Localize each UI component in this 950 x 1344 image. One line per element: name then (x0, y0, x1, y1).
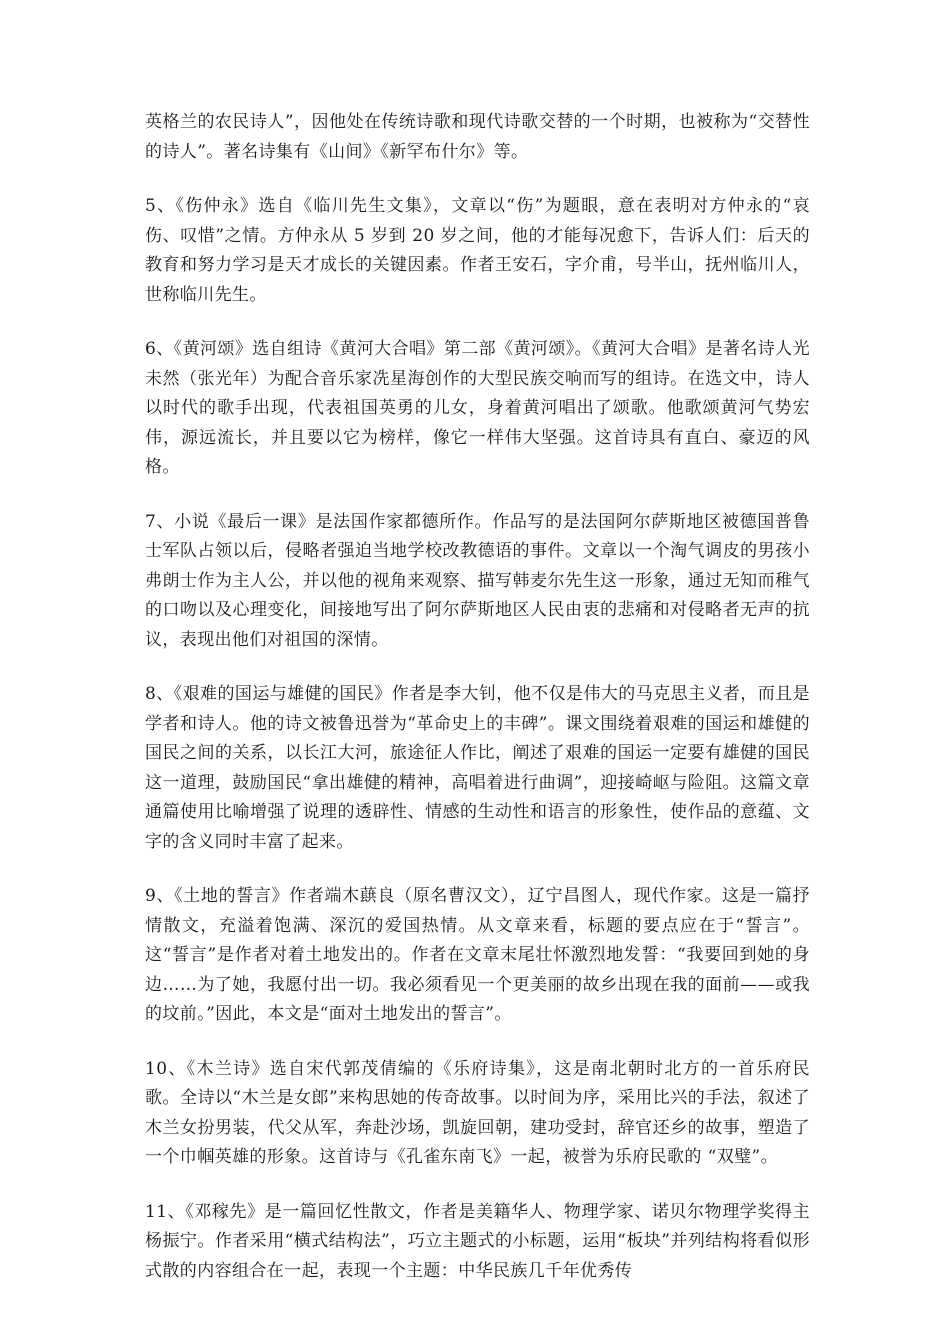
paragraph-5-shang-zhongyong: 5、《伤仲永》选自《临川先生文集》，文章以“伤”为题眼，意在表明对方仲永的“哀伤、叹惜”之情。方仲永从 5 岁到 20 岁之间，他的才能每况愈下，告诉人们：后天的教育和努力学习是天才成长的关键因素。作者王安石，字介甫，号半山，抚州临川人，世称临川先生。 (145, 196, 810, 305)
paragraph-frost-intro: 英格兰的农民诗人”，因他处在传统诗歌和现代诗歌交替的一个时期，也被称为“交替性的诗人”。著名诗集有《山间》《新罕布什尔》等。 (145, 112, 810, 162)
paragraph-9-land-oath: 9、《土地的誓言》作者端木蕻良（原名曹汉文），辽宁昌图人，现代作家。这是一篇抒情散文，充溢着饱满、深沉的爱国热情。从文章来看，标题的要点应在于“誓言”。这“誓言”是作者对着土地发出的。作者在文章末尾壮怀激烈地发誓：“我要回到她的身边……为了她，我愿付出一切。我必须看见一个更美丽的故乡出现在我的面前——或我的坟前。”因此，本文是“面对土地发出的誓言”。 (145, 886, 810, 1024)
document-body (145, 108, 810, 1311)
paragraph-8-li-dazhao: 8、《艰难的国运与雄健的国民》作者是李大钊，他不仅是伟大的马克思主义者，而且是学者和诗人。他的诗文被鲁迅誉为“革命史上的丰碑”。课文围绕着艰难的国运和雄健的国民之间的关系，以长江大河，旅途征人作比，阐述了艰难的国运一定要有雄健的国民这一道理，鼓励国民“拿出雄健的精神，高唱着进行曲调”，迎接崎岖与险阻。这篇文章通篇使用比喻增强了说理的透辟性、情感的生动性和语言的形象性，使作品的意蕴、文字的含义同时丰富了起来。 (145, 684, 810, 852)
paragraph-7-last-lesson: 7、小说《最后一课》是法国作家都德所作。作品写的是法国阿尔萨斯地区被德国普鲁士军队占领以后，侵略者强迫当地学校改教德语的事件。文章以一个淘气调皮的男孩小弗朗士作为主人公，并以他的视角来观察、描写韩麦尔先生这一形象，通过无知而稚气的口吻以及心理变化，间接地写出了阿尔萨斯地区人民由衷的悲痛和对侵略者无声的抗议，表现出他们对祖国的深情。 (145, 511, 810, 650)
paragraph-11-deng-jiaxian: 11、《邓稼先》是一篇回忆性散文，作者是美籍华人、物理学家、诺贝尔物理学奖得主杨振宁。作者采用“横式结构法”，巧立主题式的小标题，运用“板块”并列结构将看似形式散的内容组合在一起，表现一个主题：中华民族几千年优秀传 (145, 1201, 810, 1281)
paragraph-6-huanghe-song: 6、《黄河颂》选自组诗《黄河大合唱》第二部《黄河颂》。《黄河大合唱》是著名诗人光未然（张光年）为配合音乐家冼星海创作的大型民族交响而写的组诗。在选文中，诗人以时代的歌手出现，代表祖国英勇的儿女，身着黄河唱出了颂歌。他歌颂黄河气势宏伟，源远流长，并且要以它为榜样，像它一样伟大坚强。这首诗具有直白、豪迈的风格。 (145, 339, 810, 477)
paragraph-10-mulan: 10、《木兰诗》选自宋代郭茂倩编的《乐府诗集》，这是南北朝时北方的一首乐府民歌。全诗以“木兰是女郎”来构思她的传奇故事。以时间为序，采用比兴的手法，叙述了木兰女扮男装，代父从军，奔赴沙场，凯旋回朝，建功受封，辞官还乡的故事，塑造了一个巾帼英雄的形象。这首诗与《孔雀东南飞》一起，被誉为乐府民歌的 “双璧”。 (145, 1058, 810, 1167)
